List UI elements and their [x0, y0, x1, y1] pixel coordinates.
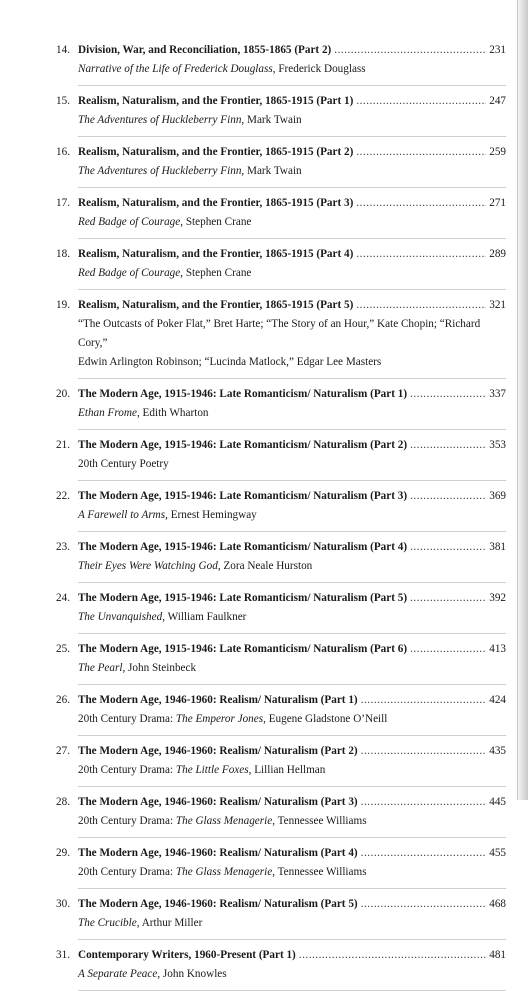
chapter-number: 29. — [56, 847, 70, 859]
chapter-title: The Modern Age, 1946-1960: Realism/ Naturalism (Part 3) — [78, 796, 358, 808]
page-number: 321 — [489, 299, 506, 311]
page-edge — [517, 0, 528, 800]
dot-leader — [410, 538, 486, 557]
work-title: The Glass Menagerie — [175, 815, 273, 827]
entry-divider — [78, 480, 506, 481]
work-title: Ethan Frome — [78, 407, 137, 419]
chapter-number: 19. — [56, 299, 70, 311]
entry-divider — [78, 187, 506, 188]
chapter-number: 24. — [56, 592, 70, 604]
reading-line — [78, 455, 506, 474]
chapter-title: The Modern Age, 1946-1960: Realism/ Naturalism (Part 4) — [78, 847, 358, 859]
dot-leader — [356, 245, 486, 264]
chapter-number: 27. — [56, 745, 70, 757]
work-title: A Separate Peace — [78, 968, 158, 980]
chapter-readings — [56, 315, 506, 372]
toc-entry — [56, 946, 506, 991]
toc-entry-heading — [56, 92, 506, 111]
chapter-title: The Modern Age, 1915-1946: Late Romanticism/ Naturalism (Part 3) — [78, 490, 408, 502]
page-number: 353 — [489, 439, 506, 451]
reading-line — [78, 213, 506, 232]
chapter-title: Contemporary Writers, 1960-Present (Part 1) — [78, 949, 296, 961]
entry-divider — [78, 136, 506, 137]
chapter-title: Division, War, and Reconciliation, 1855-1865 (Part 2) — [78, 44, 332, 56]
reading-line — [78, 506, 506, 525]
chapter-number: 21. — [56, 439, 70, 451]
reading-line — [78, 914, 506, 933]
work-title: Narrative of the Life of Frederick Douglass — [78, 63, 273, 75]
chapter-title: Realism, Naturalism, and the Frontier, 1865-1915 (Part 3) — [78, 197, 354, 209]
chapter-title: The Modern Age, 1915-1946: Late Romanticism/ Naturalism (Part 5) — [78, 592, 408, 604]
entry-divider — [78, 684, 506, 685]
entry-divider — [78, 85, 506, 86]
table-of-contents — [56, 41, 506, 991]
toc-entry-heading — [56, 143, 506, 162]
toc-entry-heading — [56, 589, 506, 608]
dot-leader — [410, 436, 486, 455]
chapter-readings — [56, 162, 506, 181]
author-text: , Mark Twain — [241, 114, 302, 126]
reading-line — [78, 60, 506, 79]
dot-leader — [334, 41, 486, 60]
author-text: , Ernest Hemingway — [165, 509, 257, 521]
author-text: , Frederick Douglass — [272, 63, 366, 75]
work-title: Their Eyes Were Watching God — [78, 560, 218, 572]
page-number: 413 — [489, 643, 506, 655]
chapter-title: The Modern Age, 1915-1946: Late Romanticism/ Naturalism (Part 4) — [78, 541, 408, 553]
author-text: 20th Century Poetry — [78, 458, 169, 470]
author-text: , John Steinbeck — [122, 662, 197, 674]
reading-line — [78, 608, 506, 627]
page-number: 337 — [489, 388, 506, 400]
reading-line — [78, 863, 506, 882]
author-text: , Arthur Miller — [136, 917, 203, 929]
dot-leader — [356, 143, 486, 162]
toc-entry-heading — [56, 296, 506, 315]
chapter-readings — [56, 710, 506, 729]
page-number: 381 — [489, 541, 506, 553]
toc-entry — [56, 436, 506, 481]
page-number: 445 — [489, 796, 506, 808]
entry-divider — [78, 888, 506, 889]
author-text: “The Outcasts of Poker Flat,” Bret Harte; “The Story of an Hour,” Kate Chopin; “Richard Cory,” — [78, 318, 481, 349]
toc-entry — [56, 742, 506, 787]
chapter-number: 30. — [56, 898, 70, 910]
toc-entry — [56, 487, 506, 532]
toc-entry — [56, 296, 506, 379]
entry-divider — [78, 238, 506, 239]
chapter-title: The Modern Age, 1915-1946: Late Romanticism/ Naturalism (Part 6) — [78, 643, 408, 655]
toc-entry — [56, 143, 506, 188]
dot-leader — [410, 640, 486, 659]
page-number: 231 — [489, 44, 506, 56]
author-text: , Lillian Hellman — [248, 764, 326, 776]
page-number: 435 — [489, 745, 506, 757]
work-title: The Adventures of Huckleberry Finn — [78, 114, 242, 126]
work-title: A Farewell to Arms — [78, 509, 166, 521]
reading-line — [78, 315, 506, 353]
chapter-readings — [56, 213, 506, 232]
chapter-number: 28. — [56, 796, 70, 808]
chapter-title: Realism, Naturalism, and the Frontier, 1865-1915 (Part 2) — [78, 146, 354, 158]
work-title: Red Badge of Courage — [78, 216, 181, 228]
chapter-readings — [56, 506, 506, 525]
entry-divider — [78, 582, 506, 583]
work-title: The Pearl — [78, 662, 123, 674]
page-number: 424 — [489, 694, 506, 706]
toc-entry-heading — [56, 245, 506, 264]
chapter-title: The Modern Age, 1915-1946: Late Romanticism/ Naturalism (Part 2) — [78, 439, 408, 451]
chapter-readings — [56, 60, 506, 79]
reading-line — [78, 761, 506, 780]
toc-entry-heading — [56, 793, 506, 812]
reading-line — [78, 659, 506, 678]
dot-leader — [361, 793, 487, 812]
entry-divider — [78, 633, 506, 634]
reading-line — [78, 812, 506, 831]
author-text: 20th Century Drama: — [78, 713, 176, 725]
chapter-number: 26. — [56, 694, 70, 706]
author-text: , Tennessee Williams — [272, 815, 367, 827]
work-title: Red Badge of Courage — [78, 267, 181, 279]
toc-entry — [56, 640, 506, 685]
dot-leader — [356, 296, 486, 315]
dot-leader — [361, 691, 487, 710]
author-text: , Edith Wharton — [136, 407, 209, 419]
work-title: The Crucible — [78, 917, 137, 929]
toc-entry — [56, 691, 506, 736]
work-title: The Emperor Jones — [175, 713, 264, 725]
reading-line — [78, 404, 506, 423]
work-title: The Glass Menagerie — [175, 866, 273, 878]
author-text: 20th Century Drama: — [78, 764, 176, 776]
author-text: , William Faulkner — [162, 611, 247, 623]
page-number: 392 — [489, 592, 506, 604]
toc-entry-heading — [56, 487, 506, 506]
reading-line — [78, 111, 506, 130]
chapter-readings — [56, 111, 506, 130]
toc-entry-heading — [56, 742, 506, 761]
entry-divider — [78, 289, 506, 290]
entry-divider — [78, 735, 506, 736]
dot-leader — [361, 895, 487, 914]
author-text: , Stephen Crane — [180, 267, 252, 279]
toc-entry — [56, 92, 506, 137]
dot-leader — [356, 194, 486, 213]
page-number: 289 — [489, 248, 506, 260]
dot-leader — [410, 589, 486, 608]
dot-leader — [356, 92, 486, 111]
entry-divider — [78, 531, 506, 532]
chapter-number: 16. — [56, 146, 70, 158]
reading-line — [78, 353, 506, 372]
toc-entry — [56, 538, 506, 583]
chapter-number: 31. — [56, 949, 70, 961]
reading-line — [78, 264, 506, 283]
chapter-number: 23. — [56, 541, 70, 553]
toc-entry-heading — [56, 41, 506, 60]
chapter-readings — [56, 404, 506, 423]
chapter-title: Realism, Naturalism, and the Frontier, 1865-1915 (Part 5) — [78, 299, 354, 311]
author-text: Edwin Arlington Robinson; “Lucinda Matlock,” Edgar Lee Masters — [78, 356, 382, 368]
chapter-number: 15. — [56, 95, 70, 107]
reading-line — [78, 965, 506, 984]
author-text: 20th Century Drama: — [78, 866, 176, 878]
reading-line — [78, 162, 506, 181]
toc-entry — [56, 194, 506, 239]
chapter-number: 14. — [56, 44, 70, 56]
entry-divider — [78, 837, 506, 838]
chapter-readings — [56, 812, 506, 831]
chapter-title: The Modern Age, 1946-1960: Realism/ Naturalism (Part 1) — [78, 694, 358, 706]
author-text: , Tennessee Williams — [272, 866, 367, 878]
chapter-number: 22. — [56, 490, 70, 502]
toc-entry-heading — [56, 895, 506, 914]
toc-entry — [56, 844, 506, 889]
dot-leader — [299, 946, 486, 965]
chapter-readings — [56, 914, 506, 933]
work-title: The Adventures of Huckleberry Finn — [78, 165, 242, 177]
toc-entry — [56, 385, 506, 430]
reading-line — [78, 710, 506, 729]
toc-entry-heading — [56, 844, 506, 863]
author-text: , Eugene Gladstone O’Neill — [263, 713, 388, 725]
page-number: 271 — [489, 197, 506, 209]
page-number: 259 — [489, 146, 506, 158]
entry-divider — [78, 786, 506, 787]
dot-leader — [361, 844, 487, 863]
work-title: The Unvanquished — [78, 611, 163, 623]
chapter-readings — [56, 455, 506, 474]
dot-leader — [361, 742, 487, 761]
reading-line — [78, 557, 506, 576]
chapter-readings — [56, 557, 506, 576]
author-text: , Stephen Crane — [180, 216, 252, 228]
author-text: , Mark Twain — [241, 165, 302, 177]
chapter-readings — [56, 863, 506, 882]
chapter-title: Realism, Naturalism, and the Frontier, 1865-1915 (Part 1) — [78, 95, 354, 107]
toc-entry-heading — [56, 436, 506, 455]
toc-entry — [56, 589, 506, 634]
toc-entry — [56, 895, 506, 940]
page-number: 247 — [489, 95, 506, 107]
author-text: , Zora Neale Hurston — [217, 560, 313, 572]
author-text: 20th Century Drama: — [78, 815, 176, 827]
toc-entry-heading — [56, 194, 506, 213]
chapter-number: 20. — [56, 388, 70, 400]
chapter-title: The Modern Age, 1946-1960: Realism/ Naturalism (Part 5) — [78, 898, 358, 910]
chapter-readings — [56, 608, 506, 627]
chapter-title: The Modern Age, 1946-1960: Realism/ Naturalism (Part 2) — [78, 745, 358, 757]
page-number: 468 — [489, 898, 506, 910]
toc-entry-heading — [56, 385, 506, 404]
toc-entry — [56, 41, 506, 86]
entry-divider — [78, 429, 506, 430]
chapter-readings — [56, 965, 506, 984]
page-number: 481 — [489, 949, 506, 961]
entry-divider — [78, 939, 506, 940]
chapter-readings — [56, 761, 506, 780]
toc-entry — [56, 245, 506, 290]
chapter-title: The Modern Age, 1915-1946: Late Romanticism/ Naturalism (Part 1) — [78, 388, 408, 400]
chapter-number: 17. — [56, 197, 70, 209]
toc-entry-heading — [56, 946, 506, 965]
dot-leader — [410, 487, 486, 506]
chapter-number: 18. — [56, 248, 70, 260]
toc-entry-heading — [56, 691, 506, 710]
author-text: , John Knowles — [157, 968, 227, 980]
chapter-number: 25. — [56, 643, 70, 655]
work-title: The Little Foxes — [175, 764, 249, 776]
toc-entry-heading — [56, 640, 506, 659]
dot-leader — [410, 385, 486, 404]
chapter-title: Realism, Naturalism, and the Frontier, 1865-1915 (Part 4) — [78, 248, 354, 260]
chapter-readings — [56, 659, 506, 678]
page-number: 455 — [489, 847, 506, 859]
page-number: 369 — [489, 490, 506, 502]
entry-divider — [78, 378, 506, 379]
chapter-readings — [56, 264, 506, 283]
toc-entry-heading — [56, 538, 506, 557]
